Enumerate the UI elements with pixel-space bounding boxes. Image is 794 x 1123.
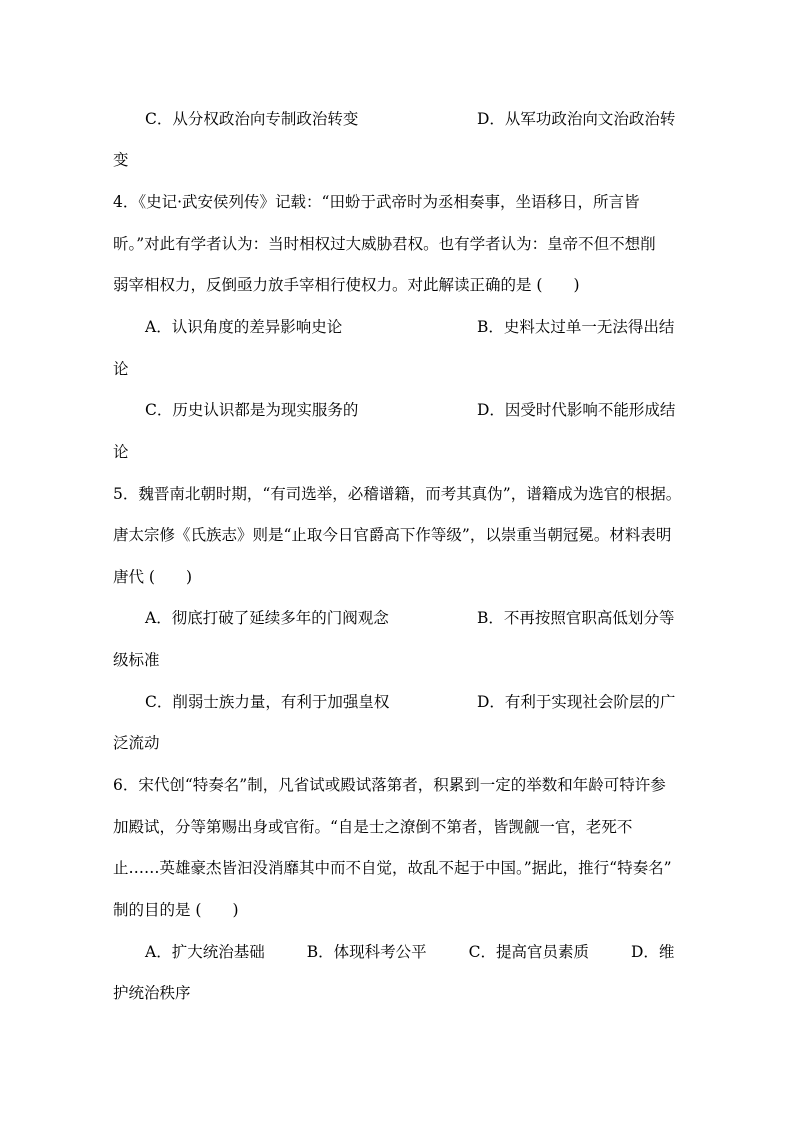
q4-option-b-continued: 论: [113, 360, 129, 378]
q5-stem-line-1: 5．魏晋南北朝时期，“有司选举，必稽谱籍，而考其真伪”，谱籍成为选官的根据。: [113, 485, 682, 503]
q3-option-d: D．从军功政治向文治政治转: [477, 110, 676, 128]
q5-stem-line-3: 唐代 ( ): [113, 568, 193, 586]
q5-stem-line-2: 唐太宗修《氏族志》则是“止取今日官爵高下作等级”，以崇重当朝冠冕。材料表明: [113, 526, 672, 544]
q6-option-b: B．体现科考公平: [306, 943, 427, 961]
q5-option-b: B．不再按照官职高低划分等: [477, 609, 675, 627]
q4-option-c: C．历史认识都是为现实服务的: [145, 401, 359, 419]
q6-stem-line-4: 制的目的是 ( ): [113, 901, 239, 919]
q5-option-b-continued: 级标准: [113, 651, 160, 669]
q6-options-row: [145, 942, 674, 962]
q3-option-c: C．从分权政治向专制政治转变: [145, 110, 359, 128]
q3-option-d-continued: 变: [113, 151, 129, 169]
q6-stem-line-3: 止……英雄豪杰皆汩没消靡其中而不自觉，故乱不起于中国。”据此，推行“特奏名”: [113, 859, 672, 877]
q4-option-d-continued: 论: [113, 443, 129, 461]
q5-option-a: A．彻底打破了延续多年的门阀观念: [145, 609, 389, 627]
q5-option-d-continued: 泛流动: [113, 734, 160, 752]
q4-stem-line-2: 昕。”对此有学者认为：当时相权过大威胁君权。也有学者认为：皇帝不但不想削: [113, 235, 656, 253]
q6-stem-line-1: 6．宋代创“特奏名”制，凡省试或殿试落第者，积累到一定的举数和年龄可特许参: [113, 776, 666, 794]
q6-option-c: C．提高官员素质: [468, 943, 589, 961]
q4-option-b: B．史料太过单一无法得出结: [477, 318, 675, 336]
q4-option-d: D．因受时代影响不能形成结: [477, 401, 676, 419]
q4-stem-line-3: 弱宰相权力，反倒亟力放手宰相行使权力。对此解读正确的是 ( ): [113, 276, 580, 294]
q6-stem-line-2: 加殿试，分等第赐出身或官衔。“自是士之潦倒不第者，皆觊觎一官，老死不: [113, 818, 633, 836]
q4-option-a: A．认识角度的差异影响史论: [145, 318, 343, 336]
q6-option-d-continued: 护统治秩序: [113, 984, 191, 1002]
q5-option-c: C．削弱士族力量，有利于加强皇权: [145, 693, 390, 711]
q4-stem-line-1: 4．《史记·武安侯列传》记载：“田蚡于武帝时为丞相奏事，坐语移日，所言皆: [113, 193, 640, 211]
q5-option-d: D．有利于实现社会阶层的广: [477, 693, 676, 711]
q6-option-d: D．维: [630, 943, 675, 961]
q6-option-a: A．扩大统治基础: [145, 943, 265, 961]
